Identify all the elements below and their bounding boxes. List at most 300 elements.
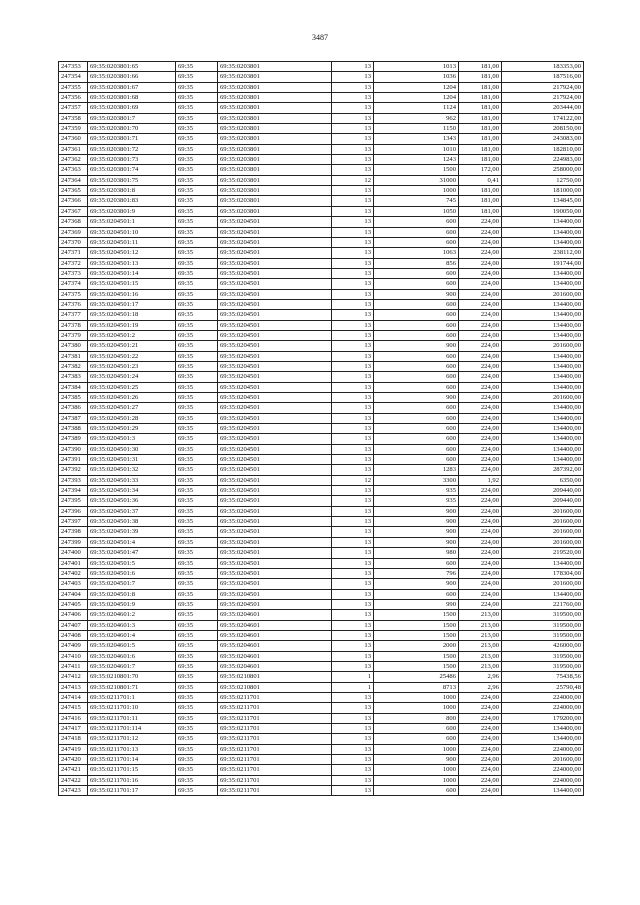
table-row bbox=[59, 72, 584, 82]
cadastral-number-cell: 69:35:0211701:14 bbox=[88, 755, 176, 765]
zone-cell: 69:35 bbox=[176, 486, 218, 496]
code-cell: 13 bbox=[332, 455, 374, 465]
rate-cell: 224,00 bbox=[459, 341, 502, 351]
rate-cell: 224,00 bbox=[459, 393, 502, 403]
zone-cell: 69:35 bbox=[176, 124, 218, 134]
rate-cell: 224,00 bbox=[459, 486, 502, 496]
zone-cell: 69:35 bbox=[176, 82, 218, 92]
value-cell: 187516,00 bbox=[502, 72, 584, 82]
cadastral-number-cell: 69:35:0210801:71 bbox=[88, 682, 176, 692]
table-row bbox=[59, 186, 584, 196]
value-cell: 134400,00 bbox=[502, 413, 584, 423]
zone-cell: 69:35 bbox=[176, 134, 218, 144]
row-id-cell: 247365 bbox=[59, 186, 88, 196]
zone-cell: 69:35 bbox=[176, 537, 218, 547]
rate-cell: 213,00 bbox=[459, 641, 502, 651]
row-id-cell: 247387 bbox=[59, 413, 88, 423]
cadastral-number-cell: 69:35:0203801:74 bbox=[88, 165, 176, 175]
block-cell: 69:35:0204501 bbox=[218, 403, 332, 413]
value-cell: 134400,00 bbox=[502, 786, 584, 796]
code-cell: 13 bbox=[332, 568, 374, 578]
area-cell: 1500 bbox=[374, 630, 459, 640]
zone-cell: 69:35 bbox=[176, 113, 218, 123]
value-cell: 224000,00 bbox=[502, 703, 584, 713]
block-cell: 69:35:0204501 bbox=[218, 393, 332, 403]
area-cell: 990 bbox=[374, 599, 459, 609]
table-row bbox=[59, 206, 584, 216]
value-cell: 178304,00 bbox=[502, 568, 584, 578]
cadastral-number-cell: 69:35:0204501:3 bbox=[88, 434, 176, 444]
row-id-cell: 247413 bbox=[59, 682, 88, 692]
row-id-cell: 247404 bbox=[59, 589, 88, 599]
cadastral-number-cell: 69:35:0204601:6 bbox=[88, 651, 176, 661]
zone-cell: 69:35 bbox=[176, 237, 218, 247]
code-cell: 13 bbox=[332, 124, 374, 134]
zone-cell: 69:35 bbox=[176, 599, 218, 609]
value-cell: 134845,00 bbox=[502, 196, 584, 206]
cadastral-number-cell: 69:35:0204501:38 bbox=[88, 517, 176, 527]
area-cell: 600 bbox=[374, 320, 459, 330]
page-number: 3487 bbox=[312, 33, 328, 42]
area-cell: 600 bbox=[374, 589, 459, 599]
rate-cell: 224,00 bbox=[459, 434, 502, 444]
code-cell: 13 bbox=[332, 393, 374, 403]
zone-cell: 69:35 bbox=[176, 444, 218, 454]
zone-cell: 69:35 bbox=[176, 641, 218, 651]
block-cell: 69:35:0204501 bbox=[218, 341, 332, 351]
value-cell: 224000,00 bbox=[502, 744, 584, 754]
cadastral-number-cell: 69:35:0203801:72 bbox=[88, 144, 176, 154]
area-cell: 1500 bbox=[374, 651, 459, 661]
area-cell: 935 bbox=[374, 486, 459, 496]
zone-cell: 69:35 bbox=[176, 506, 218, 516]
block-cell: 69:35:0204501 bbox=[218, 517, 332, 527]
cadastral-number-cell: 69:35:0204601:4 bbox=[88, 630, 176, 640]
area-cell: 745 bbox=[374, 196, 459, 206]
value-cell: 134400,00 bbox=[502, 434, 584, 444]
area-cell: 1063 bbox=[374, 248, 459, 258]
code-cell: 13 bbox=[332, 113, 374, 123]
zone-cell: 69:35 bbox=[176, 724, 218, 734]
value-cell: 201600,00 bbox=[502, 289, 584, 299]
rate-cell: 213,00 bbox=[459, 651, 502, 661]
zone-cell: 69:35 bbox=[176, 279, 218, 289]
area-cell: 1243 bbox=[374, 155, 459, 165]
zone-cell: 69:35 bbox=[176, 734, 218, 744]
row-id-cell: 247375 bbox=[59, 289, 88, 299]
area-cell: 600 bbox=[374, 786, 459, 796]
table-row bbox=[59, 465, 584, 475]
value-cell: 201600,00 bbox=[502, 579, 584, 589]
area-cell: 600 bbox=[374, 724, 459, 734]
code-cell: 13 bbox=[332, 361, 374, 371]
value-cell: 134400,00 bbox=[502, 403, 584, 413]
rate-cell: 181,00 bbox=[459, 113, 502, 123]
cadastral-number-cell: 69:35:0211701:13 bbox=[88, 744, 176, 754]
rate-cell: 1,92 bbox=[459, 475, 502, 485]
table-row bbox=[59, 589, 584, 599]
value-cell: 243083,00 bbox=[502, 134, 584, 144]
table-row bbox=[59, 775, 584, 785]
cadastral-number-cell: 69:35:0203801:73 bbox=[88, 155, 176, 165]
row-id-cell: 247380 bbox=[59, 341, 88, 351]
block-cell: 69:35:0203801 bbox=[218, 113, 332, 123]
row-id-cell: 247407 bbox=[59, 620, 88, 630]
rate-cell: 224,00 bbox=[459, 734, 502, 744]
rate-cell: 213,00 bbox=[459, 610, 502, 620]
block-cell: 69:35:0204501 bbox=[218, 299, 332, 309]
code-cell: 13 bbox=[332, 755, 374, 765]
row-id-cell: 247410 bbox=[59, 651, 88, 661]
block-cell: 69:35:0211701 bbox=[218, 703, 332, 713]
code-cell: 13 bbox=[332, 320, 374, 330]
row-id-cell: 247355 bbox=[59, 82, 88, 92]
rate-cell: 224,00 bbox=[459, 703, 502, 713]
block-cell: 69:35:0204501 bbox=[218, 351, 332, 361]
zone-cell: 69:35 bbox=[176, 630, 218, 640]
code-cell: 13 bbox=[332, 641, 374, 651]
rate-cell: 224,00 bbox=[459, 506, 502, 516]
rate-cell: 181,00 bbox=[459, 62, 502, 72]
code-cell: 13 bbox=[332, 496, 374, 506]
table-row bbox=[59, 227, 584, 237]
block-cell: 69:35:0204501 bbox=[218, 455, 332, 465]
zone-cell: 69:35 bbox=[176, 227, 218, 237]
block-cell: 69:35:0204501 bbox=[218, 579, 332, 589]
table-row bbox=[59, 517, 584, 527]
cadastral-number-cell: 69:35:0204501:47 bbox=[88, 548, 176, 558]
cadastral-number-cell: 69:35:0204601:7 bbox=[88, 661, 176, 671]
registry-table bbox=[58, 61, 584, 796]
table-row bbox=[59, 444, 584, 454]
rate-cell: 181,00 bbox=[459, 82, 502, 92]
zone-cell: 69:35 bbox=[176, 755, 218, 765]
zone-cell: 69:35 bbox=[176, 268, 218, 278]
code-cell: 13 bbox=[332, 724, 374, 734]
cadastral-number-cell: 69:35:0204501:25 bbox=[88, 382, 176, 392]
table-row bbox=[59, 134, 584, 144]
zone-cell: 69:35 bbox=[176, 217, 218, 227]
rate-cell: 224,00 bbox=[459, 724, 502, 734]
zone-cell: 69:35 bbox=[176, 103, 218, 113]
row-id-cell: 247382 bbox=[59, 361, 88, 371]
value-cell: 179200,00 bbox=[502, 713, 584, 723]
cadastral-number-cell: 69:35:0203801:65 bbox=[88, 62, 176, 72]
table-row bbox=[59, 724, 584, 734]
code-cell: 13 bbox=[332, 506, 374, 516]
area-cell: 1500 bbox=[374, 165, 459, 175]
block-cell: 69:35:0211701 bbox=[218, 775, 332, 785]
cadastral-number-cell: 69:35:0204501:15 bbox=[88, 279, 176, 289]
block-cell: 69:35:0204501 bbox=[218, 527, 332, 537]
zone-cell: 69:35 bbox=[176, 382, 218, 392]
code-cell: 12 bbox=[332, 175, 374, 185]
zone-cell: 69:35 bbox=[176, 786, 218, 796]
table-row bbox=[59, 682, 584, 692]
table-row bbox=[59, 320, 584, 330]
code-cell: 13 bbox=[332, 72, 374, 82]
row-id-cell: 247388 bbox=[59, 424, 88, 434]
area-cell: 600 bbox=[374, 434, 459, 444]
area-cell: 600 bbox=[374, 424, 459, 434]
rate-cell: 224,00 bbox=[459, 320, 502, 330]
rate-cell: 181,00 bbox=[459, 124, 502, 134]
value-cell: 319500,00 bbox=[502, 610, 584, 620]
cadastral-number-cell: 69:35:0211701:15 bbox=[88, 765, 176, 775]
value-cell: 134400,00 bbox=[502, 217, 584, 227]
value-cell: 134400,00 bbox=[502, 455, 584, 465]
rate-cell: 224,00 bbox=[459, 382, 502, 392]
code-cell: 13 bbox=[332, 661, 374, 671]
block-cell: 69:35:0203801 bbox=[218, 62, 332, 72]
rate-cell: 181,00 bbox=[459, 144, 502, 154]
row-id-cell: 247395 bbox=[59, 496, 88, 506]
area-cell: 600 bbox=[374, 279, 459, 289]
area-cell: 3300 bbox=[374, 475, 459, 485]
table-row bbox=[59, 93, 584, 103]
zone-cell: 69:35 bbox=[176, 393, 218, 403]
area-cell: 1050 bbox=[374, 206, 459, 216]
table-row bbox=[59, 713, 584, 723]
zone-cell: 69:35 bbox=[176, 403, 218, 413]
row-id-cell: 247406 bbox=[59, 610, 88, 620]
rate-cell: 181,00 bbox=[459, 196, 502, 206]
cadastral-number-cell: 69:35:0204501:34 bbox=[88, 486, 176, 496]
zone-cell: 69:35 bbox=[176, 93, 218, 103]
value-cell: 258000,00 bbox=[502, 165, 584, 175]
cadastral-number-cell: 69:35:0204501:27 bbox=[88, 403, 176, 413]
zone-cell: 69:35 bbox=[176, 744, 218, 754]
row-id-cell: 247421 bbox=[59, 765, 88, 775]
row-id-cell: 247366 bbox=[59, 196, 88, 206]
cadastral-number-cell: 69:35:0204501:4 bbox=[88, 537, 176, 547]
zone-cell: 69:35 bbox=[176, 651, 218, 661]
cadastral-number-cell: 69:35:0204501:5 bbox=[88, 558, 176, 568]
cadastral-number-cell: 69:35:0204501:7 bbox=[88, 579, 176, 589]
value-cell: 191744,00 bbox=[502, 258, 584, 268]
rate-cell: 0,41 bbox=[459, 175, 502, 185]
table-row bbox=[59, 403, 584, 413]
rate-cell: 224,00 bbox=[459, 413, 502, 423]
row-id-cell: 247396 bbox=[59, 506, 88, 516]
area-cell: 1204 bbox=[374, 82, 459, 92]
zone-cell: 69:35 bbox=[176, 496, 218, 506]
zone-cell: 69:35 bbox=[176, 692, 218, 702]
cadastral-number-cell: 69:35:0203801:83 bbox=[88, 196, 176, 206]
row-id-cell: 247374 bbox=[59, 279, 88, 289]
table-row bbox=[59, 103, 584, 113]
block-cell: 69:35:0204501 bbox=[218, 268, 332, 278]
cadastral-number-cell: 69:35:0204501:1 bbox=[88, 217, 176, 227]
rate-cell: 181,00 bbox=[459, 206, 502, 216]
row-id-cell: 247393 bbox=[59, 475, 88, 485]
block-cell: 69:35:0203801 bbox=[218, 103, 332, 113]
row-id-cell: 247392 bbox=[59, 465, 88, 475]
rate-cell: 224,00 bbox=[459, 496, 502, 506]
block-cell: 69:35:0203801 bbox=[218, 124, 332, 134]
value-cell: 221760,00 bbox=[502, 599, 584, 609]
rate-cell: 224,00 bbox=[459, 599, 502, 609]
value-cell: 134400,00 bbox=[502, 320, 584, 330]
row-id-cell: 247399 bbox=[59, 537, 88, 547]
cadastral-number-cell: 69:35:0203801:9 bbox=[88, 206, 176, 216]
row-id-cell: 247419 bbox=[59, 744, 88, 754]
table-row bbox=[59, 527, 584, 537]
block-cell: 69:35:0203801 bbox=[218, 175, 332, 185]
area-cell: 600 bbox=[374, 403, 459, 413]
table-row bbox=[59, 744, 584, 754]
code-cell: 13 bbox=[332, 62, 374, 72]
row-id-cell: 247373 bbox=[59, 268, 88, 278]
table-row bbox=[59, 496, 584, 506]
block-cell: 69:35:0211701 bbox=[218, 765, 332, 775]
block-cell: 69:35:0204501 bbox=[218, 289, 332, 299]
code-cell: 13 bbox=[332, 403, 374, 413]
value-cell: 134400,00 bbox=[502, 424, 584, 434]
zone-cell: 69:35 bbox=[176, 775, 218, 785]
value-cell: 181000,00 bbox=[502, 186, 584, 196]
code-cell: 13 bbox=[332, 620, 374, 630]
zone-cell: 69:35 bbox=[176, 475, 218, 485]
cadastral-number-cell: 69:35:0211701:1 bbox=[88, 692, 176, 702]
cadastral-number-cell: 69:35:0203801:67 bbox=[88, 82, 176, 92]
block-cell: 69:35:0203801 bbox=[218, 155, 332, 165]
value-cell: 134400,00 bbox=[502, 558, 584, 568]
zone-cell: 69:35 bbox=[176, 351, 218, 361]
row-id-cell: 247356 bbox=[59, 93, 88, 103]
zone-cell: 69:35 bbox=[176, 62, 218, 72]
value-cell: 12750,00 bbox=[502, 175, 584, 185]
table-row bbox=[59, 372, 584, 382]
code-cell: 13 bbox=[332, 299, 374, 309]
table-row bbox=[59, 310, 584, 320]
table-row bbox=[59, 672, 584, 682]
zone-cell: 69:35 bbox=[176, 372, 218, 382]
block-cell: 69:35:0204501 bbox=[218, 361, 332, 371]
value-cell: 134400,00 bbox=[502, 589, 584, 599]
block-cell: 69:35:0211701 bbox=[218, 724, 332, 734]
block-cell: 69:35:0204601 bbox=[218, 610, 332, 620]
row-id-cell: 247368 bbox=[59, 217, 88, 227]
cadastral-number-cell: 69:35:0204501:13 bbox=[88, 258, 176, 268]
code-cell: 13 bbox=[332, 341, 374, 351]
block-cell: 69:35:0204501 bbox=[218, 382, 332, 392]
rate-cell: 181,00 bbox=[459, 103, 502, 113]
code-cell: 13 bbox=[332, 227, 374, 237]
rate-cell: 224,00 bbox=[459, 537, 502, 547]
rate-cell: 224,00 bbox=[459, 248, 502, 258]
table-row bbox=[59, 610, 584, 620]
row-id-cell: 247408 bbox=[59, 630, 88, 640]
row-id-cell: 247353 bbox=[59, 62, 88, 72]
code-cell: 13 bbox=[332, 330, 374, 340]
block-cell: 69:35:0203801 bbox=[218, 196, 332, 206]
area-cell: 900 bbox=[374, 527, 459, 537]
area-cell: 600 bbox=[374, 558, 459, 568]
block-cell: 69:35:0204501 bbox=[218, 465, 332, 475]
area-cell: 1013 bbox=[374, 62, 459, 72]
value-cell: 203444,00 bbox=[502, 103, 584, 113]
cadastral-number-cell: 69:35:0204501:9 bbox=[88, 599, 176, 609]
area-cell: 1000 bbox=[374, 692, 459, 702]
value-cell: 183353,00 bbox=[502, 62, 584, 72]
cadastral-number-cell: 69:35:0204501:17 bbox=[88, 299, 176, 309]
block-cell: 69:35:0211701 bbox=[218, 734, 332, 744]
cadastral-number-cell: 69:35:0204601:2 bbox=[88, 610, 176, 620]
zone-cell: 69:35 bbox=[176, 206, 218, 216]
area-cell: 1500 bbox=[374, 610, 459, 620]
value-cell: 319500,00 bbox=[502, 651, 584, 661]
value-cell: 134400,00 bbox=[502, 351, 584, 361]
block-cell: 69:35:0204501 bbox=[218, 248, 332, 258]
value-cell: 201600,00 bbox=[502, 393, 584, 403]
zone-cell: 69:35 bbox=[176, 299, 218, 309]
cadastral-number-cell: 69:35:0210801:70 bbox=[88, 672, 176, 682]
row-id-cell: 247372 bbox=[59, 258, 88, 268]
value-cell: 190050,00 bbox=[502, 206, 584, 216]
area-cell: 1343 bbox=[374, 134, 459, 144]
table-row bbox=[59, 393, 584, 403]
rate-cell: 224,00 bbox=[459, 527, 502, 537]
rate-cell: 224,00 bbox=[459, 258, 502, 268]
code-cell: 13 bbox=[332, 196, 374, 206]
value-cell: 319500,00 bbox=[502, 661, 584, 671]
cadastral-number-cell: 69:35:0204501:2 bbox=[88, 330, 176, 340]
cadastral-number-cell: 69:35:0203801:69 bbox=[88, 103, 176, 113]
table-row bbox=[59, 692, 584, 702]
code-cell: 13 bbox=[332, 310, 374, 320]
cadastral-number-cell: 69:35:0204501:30 bbox=[88, 444, 176, 454]
table-row bbox=[59, 62, 584, 72]
zone-cell: 69:35 bbox=[176, 144, 218, 154]
code-cell: 12 bbox=[332, 475, 374, 485]
table-row bbox=[59, 237, 584, 247]
cadastral-number-cell: 69:35:0204601:3 bbox=[88, 620, 176, 630]
row-id-cell: 247398 bbox=[59, 527, 88, 537]
code-cell: 13 bbox=[332, 744, 374, 754]
code-cell: 13 bbox=[332, 268, 374, 278]
code-cell: 13 bbox=[332, 289, 374, 299]
zone-cell: 69:35 bbox=[176, 672, 218, 682]
cadastral-number-cell: 69:35:0203801:71 bbox=[88, 134, 176, 144]
rate-cell: 224,00 bbox=[459, 351, 502, 361]
area-cell: 962 bbox=[374, 113, 459, 123]
zone-cell: 69:35 bbox=[176, 258, 218, 268]
rate-cell: 224,00 bbox=[459, 548, 502, 558]
code-cell: 13 bbox=[332, 775, 374, 785]
row-id-cell: 247405 bbox=[59, 599, 88, 609]
value-cell: 134400,00 bbox=[502, 268, 584, 278]
value-cell: 201600,00 bbox=[502, 341, 584, 351]
block-cell: 69:35:0204501 bbox=[218, 568, 332, 578]
table-row bbox=[59, 579, 584, 589]
area-cell: 1036 bbox=[374, 72, 459, 82]
area-cell: 1150 bbox=[374, 124, 459, 134]
code-cell: 13 bbox=[332, 258, 374, 268]
cadastral-number-cell: 69:35:0211701:12 bbox=[88, 734, 176, 744]
table-row bbox=[59, 455, 584, 465]
table-row bbox=[59, 641, 584, 651]
row-id-cell: 247384 bbox=[59, 382, 88, 392]
zone-cell: 69:35 bbox=[176, 248, 218, 258]
code-cell: 13 bbox=[332, 486, 374, 496]
cadastral-number-cell: 69:35:0203801:70 bbox=[88, 124, 176, 134]
code-cell: 13 bbox=[332, 206, 374, 216]
zone-cell: 69:35 bbox=[176, 661, 218, 671]
value-cell: 224000,00 bbox=[502, 765, 584, 775]
code-cell: 13 bbox=[332, 248, 374, 258]
code-cell: 13 bbox=[332, 82, 374, 92]
